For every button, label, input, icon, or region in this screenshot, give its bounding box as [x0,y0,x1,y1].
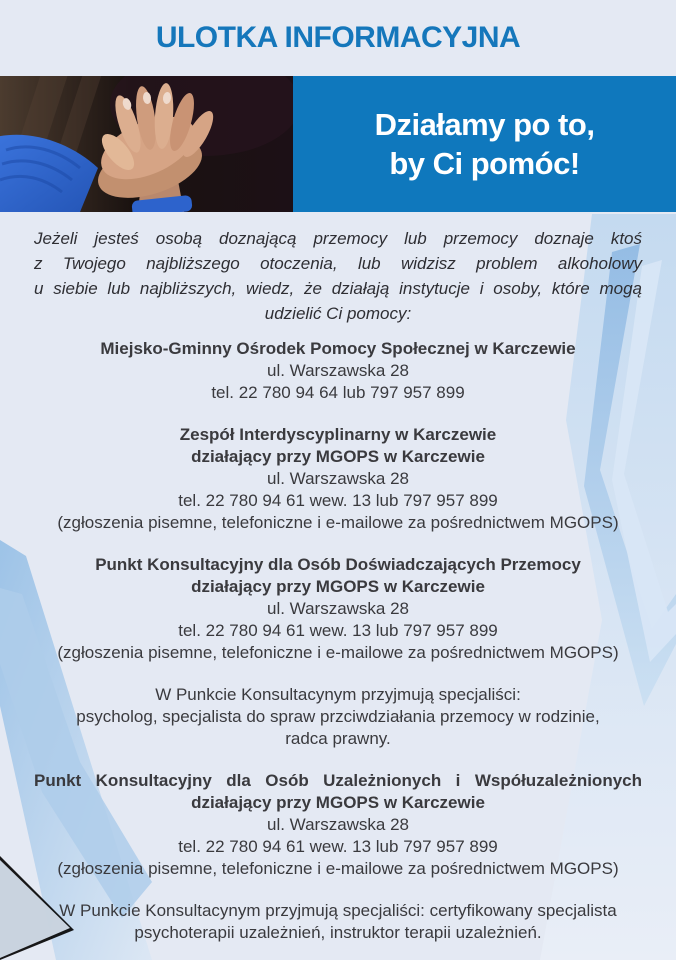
note-line: W Punkcie Konsultacynym przyjmują specjaliści: certyfikowany specjalista [59,901,617,920]
org-address: ul. Warszawska 28 [266,469,410,488]
org-name: Punkt Konsultacyjny dla Osób Uzależnionych i Współuzależnionych [34,771,642,790]
intro-paragraph [34,226,642,326]
specialists-note-przemoc [34,684,642,750]
note-line: radca prawny. [285,729,391,748]
org-name-line2: działający przy MGOPS w Karczewie [191,793,485,812]
org-note: (zgłoszenia pisemne, telefoniczne i e-mailowe za pośrednictwem MGOPS) [57,859,619,878]
org-phone: tel. 22 780 94 64 lub 797 957 899 [211,383,465,402]
org-name: Zespół Interdyscyplinarny w Karczewie [179,425,497,444]
header [0,0,676,76]
intro-line: u siebie lub najbliższych, wiedz, że działają instytucje i osoby, które mogą [34,279,642,298]
org-name: Miejsko-Gminny Ośrodek Pomocy Społecznej w Karczewie [100,339,576,358]
leaflet-body [0,212,676,944]
section-zespol-interdyscyplinarny [34,424,642,534]
banner-slogan [293,76,676,212]
org-phone: tel. 22 780 94 61 wew. 13 lub 797 957 899 [178,621,498,640]
intro-line: Jeżeli jesteś osobą doznającą przemocy lub przemocy doznaje ktoś [34,229,642,248]
banner [0,76,676,212]
org-name-line2: działający przy MGOPS w Karczewie [191,577,485,596]
intro-line: z Twojego najbliższego otoczenia, lub widzisz problem alkoholowy [34,254,642,273]
page-title: ULOTKA INFORMACYJNA [155,21,521,54]
hands-photo [0,76,293,212]
org-note: (zgłoszenia pisemne, telefoniczne i e-mailowe za pośrednictwem MGOPS) [57,643,619,662]
specialists-note-uzaleznienia [34,900,642,944]
note-line: W Punkcie Konsultacynym przyjmują specjaliści: [155,685,521,704]
intro-line: udzielić Ci pomocy: [264,304,412,323]
note-line: psychoterapii uzależnień, instruktor terapii uzależnień. [134,923,542,942]
org-phone: tel. 22 780 94 61 wew. 13 lub 797 957 899 [178,837,498,856]
org-name: Punkt Konsultacyjny dla Osób Doświadczających Przemocy [95,555,581,574]
section-mgops [34,338,642,404]
org-note: (zgłoszenia pisemne, telefoniczne i e-mailowe za pośrednictwem MGOPS) [57,513,619,532]
org-name-line2: działający przy MGOPS w Karczewie [191,447,485,466]
org-address: ul. Warszawska 28 [266,815,410,834]
org-phone: tel. 22 780 94 61 wew. 13 lub 797 957 899 [178,491,498,510]
section-punkt-przemoc [34,554,642,664]
org-address: ul. Warszawska 28 [266,361,410,380]
banner-slogan-line2: by Ci pomóc! [389,146,580,181]
note-line: psycholog, specjalista do spraw przciwdziałania przemocy w rodzinie, [76,707,600,726]
org-address: ul. Warszawska 28 [266,599,410,618]
banner-slogan-line1: Działamy po to, [374,107,595,142]
section-punkt-uzaleznienia [34,770,642,880]
